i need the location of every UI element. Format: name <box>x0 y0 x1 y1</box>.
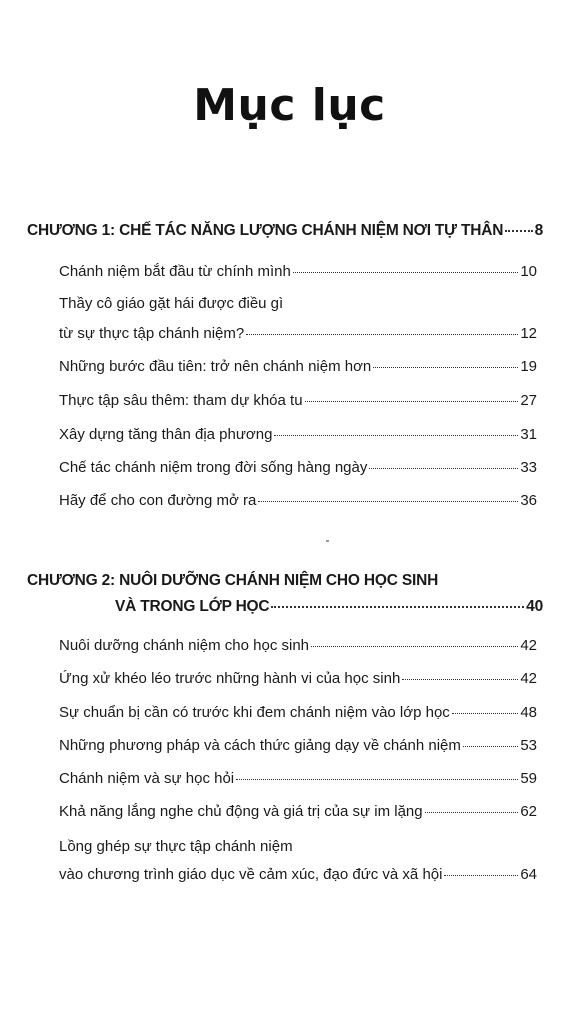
toc-item <box>59 459 537 476</box>
toc-item-page: 42 <box>520 670 537 687</box>
toc-item-label: Nuôi dưỡng chánh niệm cho học sinh <box>59 637 310 654</box>
dot-leader <box>236 779 518 780</box>
toc-item-page: 48 <box>520 704 537 721</box>
chapter-2-title-line2: VÀ TRONG LỚP HỌC <box>115 598 270 615</box>
chapter-2-title-line1: CHƯƠNG 2: NUÔI DƯỠNG CHÁNH NIỆM CHO HỌC SINH <box>27 572 439 589</box>
dot-leader <box>258 501 518 502</box>
toc-item <box>59 492 537 509</box>
toc-item-label: Chánh niệm bắt đầu từ chính mình <box>59 263 291 280</box>
chapter-1-page: 8 <box>534 222 543 239</box>
toc-item-label: Chế tác chánh niệm trong đời sống hàng ngày <box>59 459 368 476</box>
toc-item-label: vào chương trình giáo dục về cảm xúc, đạo đức và xã hội <box>59 866 443 883</box>
toc-item-label: Ứng xử khéo léo trước những hành vi của học sinh <box>59 670 401 687</box>
toc-item-page: 33 <box>520 459 537 476</box>
chapter-2-heading-line1 <box>27 572 543 590</box>
toc-item <box>59 263 537 280</box>
toc-item-label-line1: Thầy cô giáo gặt hái được điều gì <box>59 295 284 312</box>
dot-leader <box>246 334 518 335</box>
dot-leader <box>425 812 519 813</box>
toc-item-label: Thực tập sâu thêm: tham dự khóa tu <box>59 392 303 409</box>
toc-item-label: Hãy để cho con đường mở ra <box>59 492 257 509</box>
dot-leader <box>293 272 518 273</box>
toc-item-page: 31 <box>520 426 537 443</box>
print-speck <box>326 540 329 542</box>
dot-leader <box>444 875 518 876</box>
toc-item-page: 19 <box>520 358 537 375</box>
page-title: Mục lục <box>193 80 386 131</box>
dot-leader <box>463 746 518 747</box>
toc-item-label-line1: Lồng ghép sự thực tập chánh niệm <box>59 838 293 855</box>
chapter-2-heading-line2 <box>115 598 543 616</box>
toc-item <box>59 637 537 654</box>
toc-item <box>59 866 537 883</box>
dot-leader <box>373 367 518 368</box>
toc-item <box>59 737 537 754</box>
toc-item-page: 12 <box>520 325 537 342</box>
toc-item-page: 59 <box>520 770 537 787</box>
chapter-1-heading <box>27 222 543 240</box>
toc-item-label: Những bước đầu tiên: trở nên chánh niệm hơn <box>59 358 372 375</box>
dot-leader <box>274 435 518 436</box>
toc-item <box>59 704 537 721</box>
toc-item-page: 36 <box>520 492 537 509</box>
toc-item-page: 10 <box>520 263 537 280</box>
dot-leader <box>369 468 518 469</box>
dot-leader <box>311 646 518 647</box>
toc-item-page: 27 <box>520 392 537 409</box>
toc-item-label: Xây dựng tăng thân địa phương <box>59 426 273 443</box>
dot-leader <box>402 679 518 680</box>
dot-leader <box>505 230 532 232</box>
dot-leader <box>271 606 524 608</box>
toc-item <box>59 358 537 375</box>
toc-item <box>59 325 537 342</box>
toc-item-label: Sự chuẩn bị cần có trước khi đem chánh niệm vào lớp học <box>59 704 450 721</box>
chapter-1-title: CHƯƠNG 1: CHẾ TÁC NĂNG LƯỢNG CHÁNH NIỆM NƠI TỰ THÂN <box>27 222 504 239</box>
toc-item-page: 62 <box>520 803 537 820</box>
toc-item-label: từ sự thực tập chánh niệm? <box>59 325 245 342</box>
toc-item-label: Chánh niệm và sự học hỏi <box>59 770 235 787</box>
toc-item <box>59 670 537 687</box>
dot-leader <box>452 713 519 714</box>
toc-item-page: 42 <box>520 637 537 654</box>
toc-item-page: 53 <box>520 737 537 754</box>
toc-item <box>59 392 537 409</box>
toc-item <box>59 426 537 443</box>
toc-item <box>59 770 537 787</box>
toc-item-page: 64 <box>520 866 537 883</box>
chapter-2-page: 40 <box>526 598 543 615</box>
dot-leader <box>305 401 519 402</box>
toc-item-label: Khả năng lắng nghe chủ động và giá trị của sự im lặng <box>59 803 423 820</box>
toc-item <box>59 803 537 820</box>
toc-item-label: Những phương pháp và cách thức giảng dạy về chánh niệm <box>59 737 461 754</box>
